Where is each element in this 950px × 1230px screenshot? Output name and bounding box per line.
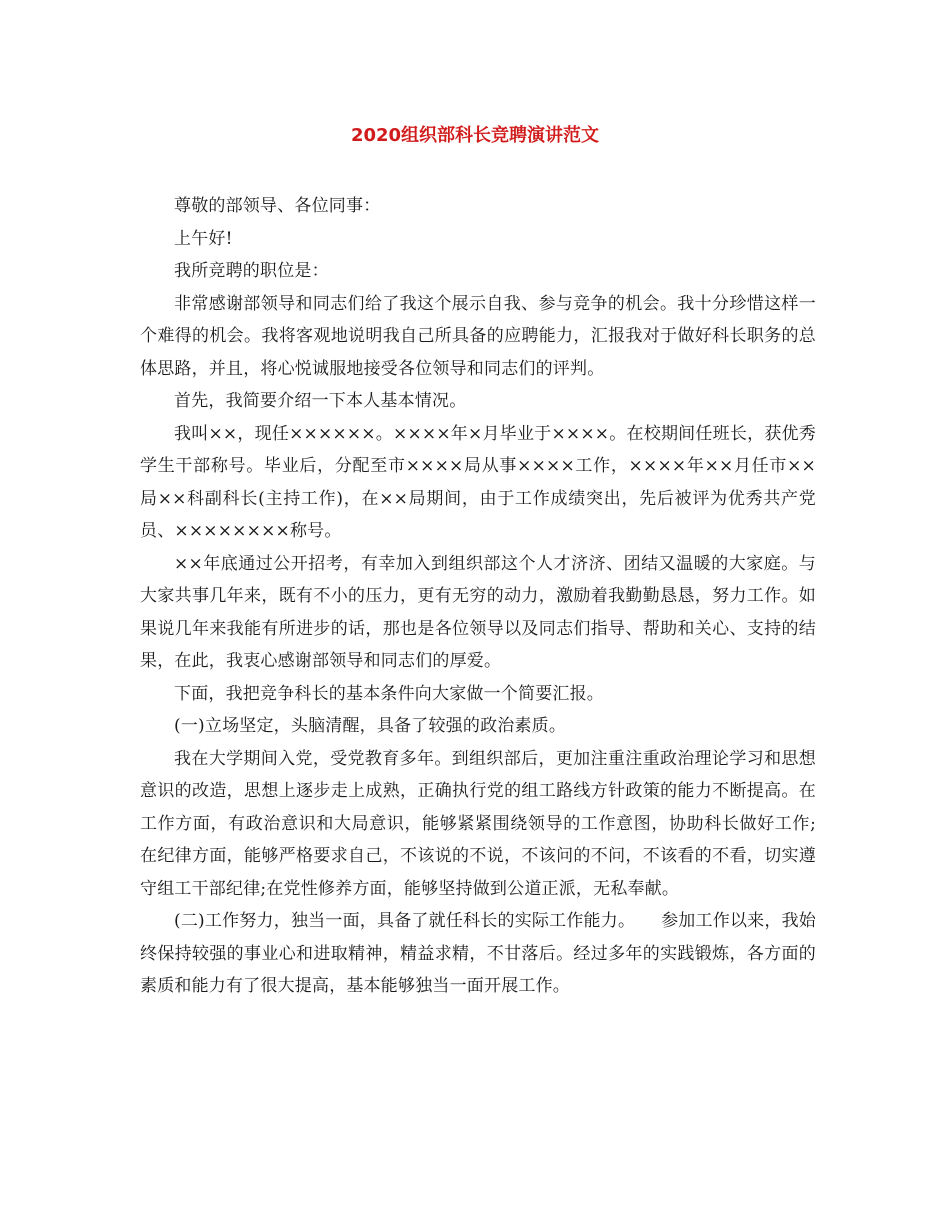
section-heading-1: (一)立场坚定，头脑清醒，具备了较强的政治素质。 (174, 716, 567, 736)
document-body (140, 190, 816, 1003)
paragraph-background: 我叫××，现任××××××。××××年×月毕业于××××。在校期间任班长，获优秀学生干部称号。毕业后，分配至市××××局从事××××工作，××××年××月任市××局××科副科长(主持工作)，在××局期间，由于工作成绩突出，先后被评为优秀共产党员、××××××××称号。 (140, 423, 816, 541)
paragraph-thanks: 非常感谢部领导和同志们给了我这个展示自我、参与竞争的机会。我十分珍惜这样一个难得的机会。我将客观地说明我自己所具备的应聘能力，汇报我对于做好科长职务的总体思路，并且，将心悦诚服地接受各位领导和同志们的评判。 (140, 293, 816, 379)
paragraph-report-intro: 下面，我把竞争科长的基本条件向大家做一个简要汇报。 (174, 683, 604, 704)
paragraph-joining: ××年底通过公开招考，有幸加入到组织部这个人才济济、团结又温暖的大家庭。与大家共事几年来，既有不小的压力，更有无穷的动力，激励着我勤勤恳恳，努力工作。如果说几年来我能有所进步的话，那也是各位领导以及同志们指导、帮助和关心、支持的结果，在此，我衷心感谢部领导和同志们的厚爱。 (140, 553, 816, 671)
salutation: 尊敬的部领导、各位同事： (174, 196, 381, 216)
section-heading-2: (二)工作努力，独当一面，具备了就任科长的实际工作能力。 参加工作以来，我始终保持较强的事业心和进取精神，精益求精，不甘落后。经过多年的实践锻炼，各方面的素质和能力有了很大提高，基本能够独当一面开展工作。 (140, 911, 816, 996)
position-line: 我所竞聘的职位是： (174, 261, 329, 281)
greeting: 上午好! (174, 228, 233, 249)
document-title: 2020组织部科长竞聘演讲范文 (350, 125, 600, 146)
paragraph-intro: 首先，我简要介绍一下本人基本情况。 (174, 391, 467, 411)
paragraph-political: 我在大学期间入党，受党教育多年。到组织部后，更加注重注重政治理论学习和思想意识的改造，思想上逐步走上成熟，正确执行党的组工路线方针政策的能力不断提高。在工作方面，有政治意识和大局意识，能够紧紧围绕领导的工作意图，协助科长做好工作;在纪律方面，能够严格要求自己，不该说的不说，不该问的不问，不该看的不看，切实遵守组工干部纪律;在党性修养方面，能够坚持做到公道正派，无私奉献。 (140, 748, 816, 899)
